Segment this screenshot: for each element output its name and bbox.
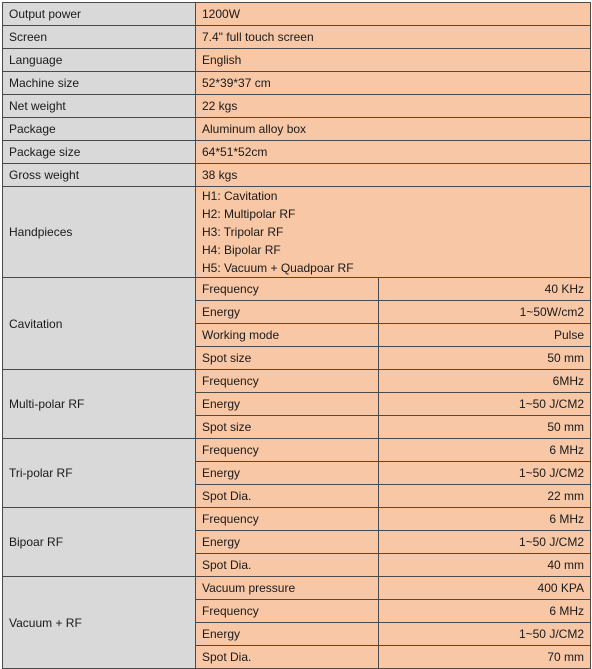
param-row [3,370,591,393]
param-value: 1~50 J/CM2 [379,393,591,416]
handpiece-item: H5: Vacuum + Quadpoar RF [202,261,354,275]
param-name: Frequency [196,600,379,623]
group-label: Bipoar RF [3,508,196,577]
spec-row [3,72,591,95]
param-value: 50 mm [379,416,591,439]
spec-label: Gross weight [3,164,196,187]
handpiece-item: H4: Bipolar RF [202,243,281,257]
param-row [3,508,591,531]
param-name: Spot Dia. [196,554,379,577]
spec-label: Screen [3,26,196,49]
param-value: 70 mm [379,646,591,669]
handpieces-list [196,187,591,278]
spec-table-body [3,3,591,669]
group-label: Cavitation [3,278,196,370]
spec-row [3,95,591,118]
spec-label: Net weight [3,95,196,118]
spec-row [3,164,591,187]
handpieces-label: Handpieces [3,187,196,278]
param-value: 40 KHz [379,278,591,301]
spec-value: 52*39*37 cm [196,72,591,95]
param-name: Energy [196,393,379,416]
spec-row [3,118,591,141]
param-value: 6 MHz [379,508,591,531]
param-name: Spot size [196,416,379,439]
param-row [3,278,591,301]
spec-value: English [196,49,591,72]
param-name: Spot Dia. [196,485,379,508]
handpiece-item: H1: Cavitation [202,189,278,203]
param-value: 50 mm [379,347,591,370]
spec-row [3,141,591,164]
spec-label: Output power [3,3,196,26]
group-label: Vacuum + RF [3,577,196,669]
spec-label: Language [3,49,196,72]
param-value: 1~50W/cm2 [379,301,591,324]
param-value: 6 MHz [379,439,591,462]
param-name: Frequency [196,278,379,301]
spec-value: 64*51*52cm [196,141,591,164]
param-name: Frequency [196,508,379,531]
handpiece-item: H2: Multipolar RF [202,207,296,221]
param-row [3,577,591,600]
spec-value: 7.4" full touch screen [196,26,591,49]
spec-row [3,3,591,26]
handpiece-item: H3: Tripolar RF [202,225,284,239]
param-value: 22 mm [379,485,591,508]
param-value: 400 KPA [379,577,591,600]
param-value: 1~50 J/CM2 [379,462,591,485]
param-name: Working mode [196,324,379,347]
param-row [3,439,591,462]
group-label: Multi-polar RF [3,370,196,439]
spec-value: 1200W [196,3,591,26]
param-name: Spot size [196,347,379,370]
param-value: 1~50 J/CM2 [379,531,591,554]
param-value: 6 MHz [379,600,591,623]
param-value: 40 mm [379,554,591,577]
handpieces-row [3,187,591,278]
spec-value: Aluminum alloy box [196,118,591,141]
spec-row [3,49,591,72]
param-name: Energy [196,462,379,485]
spec-value: 38 kgs [196,164,591,187]
spec-value: 22 kgs [196,95,591,118]
group-label: Tri-polar RF [3,439,196,508]
param-name: Frequency [196,370,379,393]
param-name: Frequency [196,439,379,462]
param-name: Vacuum pressure [196,577,379,600]
param-name: Energy [196,531,379,554]
param-value: 1~50 J/CM2 [379,623,591,646]
spec-label: Package size [3,141,196,164]
param-name: Energy [196,301,379,324]
spec-row [3,26,591,49]
spec-label: Machine size [3,72,196,95]
param-name: Energy [196,623,379,646]
param-name: Spot Dia. [196,646,379,669]
param-value: Pulse [379,324,591,347]
spec-table [2,2,591,669]
param-value: 6MHz [379,370,591,393]
spec-label: Package [3,118,196,141]
